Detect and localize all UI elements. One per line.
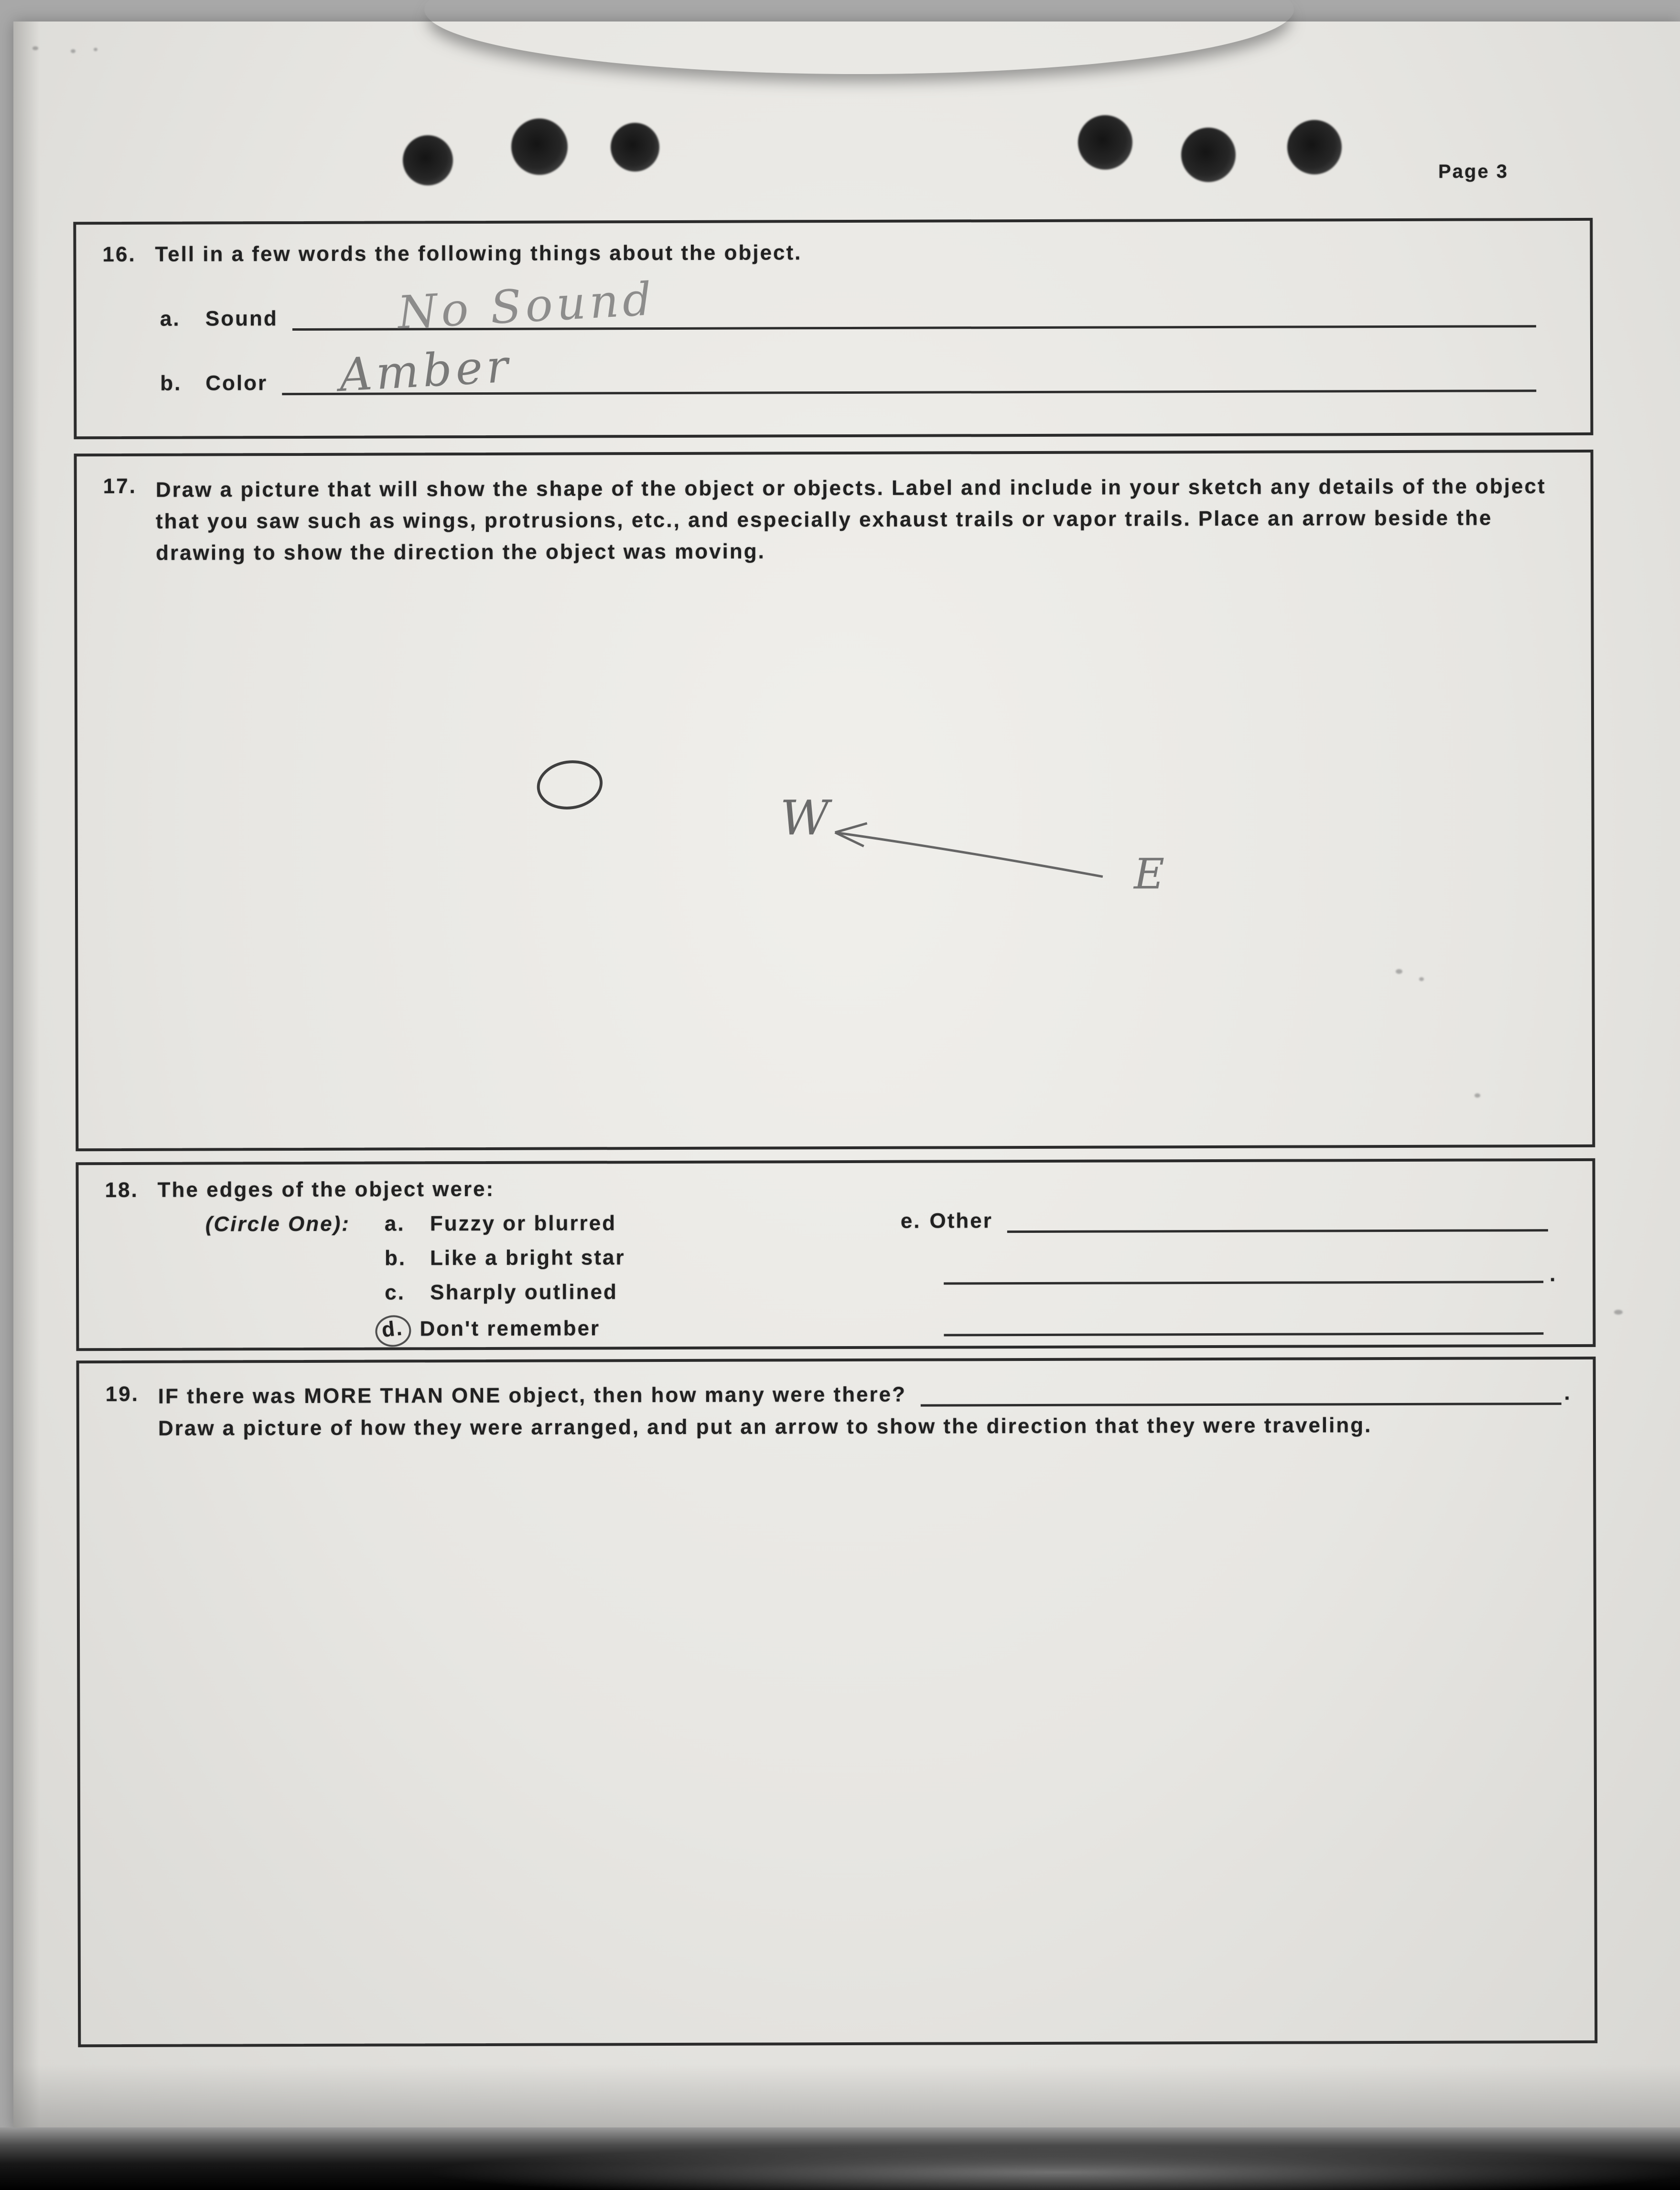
section-question-19 bbox=[76, 1357, 1598, 2047]
q17-number: 17. bbox=[103, 474, 137, 498]
q18-option-a bbox=[385, 1211, 616, 1236]
q16-color-letter: b. bbox=[160, 371, 182, 395]
q16-color-label: Color bbox=[205, 371, 268, 395]
q18-circle-one-instruction: (Circle One): bbox=[205, 1212, 350, 1236]
sketch-object-oval bbox=[535, 758, 604, 812]
q18-option-d-letter: d. bbox=[374, 1314, 413, 1349]
q16-field-sound bbox=[160, 272, 1536, 340]
q18-option-b-text: Like a bright star bbox=[430, 1246, 625, 1270]
q18-number: 18. bbox=[105, 1178, 139, 1202]
q18-other-label: Other bbox=[929, 1209, 993, 1233]
q16-color-blank-line bbox=[282, 340, 1536, 402]
q18-option-c-letter: c. bbox=[385, 1281, 405, 1305]
q19-number: 19. bbox=[105, 1382, 139, 1406]
sketch-east-label: E bbox=[1133, 849, 1165, 899]
direction-arrow bbox=[835, 832, 1103, 877]
section-question-18 bbox=[75, 1158, 1595, 1351]
q18-option-b-letter: b. bbox=[384, 1246, 407, 1270]
q18-other-blank-line-1 bbox=[1007, 1205, 1548, 1233]
paper-bottom-shade bbox=[13, 2064, 1680, 2131]
page-number: Page 3 bbox=[1438, 161, 1508, 182]
q18-other-letter: e. bbox=[900, 1209, 921, 1233]
q19-count-row bbox=[158, 1379, 1572, 1409]
q18-option-b bbox=[385, 1246, 625, 1270]
q16-sound-blank-line bbox=[292, 272, 1536, 340]
q18-option-a-letter: a. bbox=[384, 1212, 405, 1236]
q16-sound-label: Sound bbox=[205, 307, 278, 331]
q16-field-color bbox=[160, 340, 1536, 402]
section-question-17 bbox=[74, 450, 1595, 1151]
q16-sound-handwritten-value: No Sound bbox=[396, 272, 657, 340]
q18-other-line-period: . bbox=[1550, 1262, 1557, 1286]
scanner-bed-dark-band bbox=[0, 2127, 1680, 2190]
q16-sound-letter: a. bbox=[160, 307, 181, 331]
q18-option-c-text: Sharply outlined bbox=[430, 1280, 618, 1305]
q18-other-blank-line-3 bbox=[944, 1308, 1543, 1336]
q19-prompt-line2: Draw a picture of how they were arranged, and put an arrow to show the direction that they were traveling. bbox=[158, 1413, 1372, 1440]
q18-option-e-other bbox=[901, 1205, 1548, 1233]
q18-option-d bbox=[380, 1315, 601, 1347]
q18-option-d-text: Don't remember bbox=[420, 1316, 601, 1341]
section-question-16 bbox=[73, 218, 1593, 439]
q19-line-period: . bbox=[1564, 1381, 1572, 1405]
sketch-west-label: W bbox=[780, 790, 829, 846]
q16-prompt: Tell in a few words the following things about the object. bbox=[155, 241, 802, 266]
q18-option-c bbox=[385, 1280, 618, 1305]
q16-color-handwritten-value: Amber bbox=[338, 340, 513, 402]
q19-count-blank-line bbox=[921, 1379, 1562, 1407]
q17-hand-drawn-sketch bbox=[412, 721, 1225, 971]
q17-prompt: Draw a picture that will show the shape of the object or objects. Label and include in your sketch any details of the object that you saw such as wings, protrusions, etc., and especially exhaust trails or vapor trails. Place an arrow beside the drawing to show the direction the object was moving. bbox=[155, 475, 1546, 565]
q16-number: 16. bbox=[102, 242, 136, 267]
questionnaire-form bbox=[11, 19, 1680, 2133]
paper-sheet bbox=[13, 22, 1680, 2131]
q18-option-a-text: Fuzzy or blurred bbox=[430, 1211, 617, 1236]
q18-prompt: The edges of the object were: bbox=[157, 1177, 495, 1202]
q18-other-blank-line-2 bbox=[944, 1257, 1543, 1284]
q19-prompt-line1: IF there was MORE THAN ONE object, then how many were there? bbox=[158, 1382, 907, 1408]
